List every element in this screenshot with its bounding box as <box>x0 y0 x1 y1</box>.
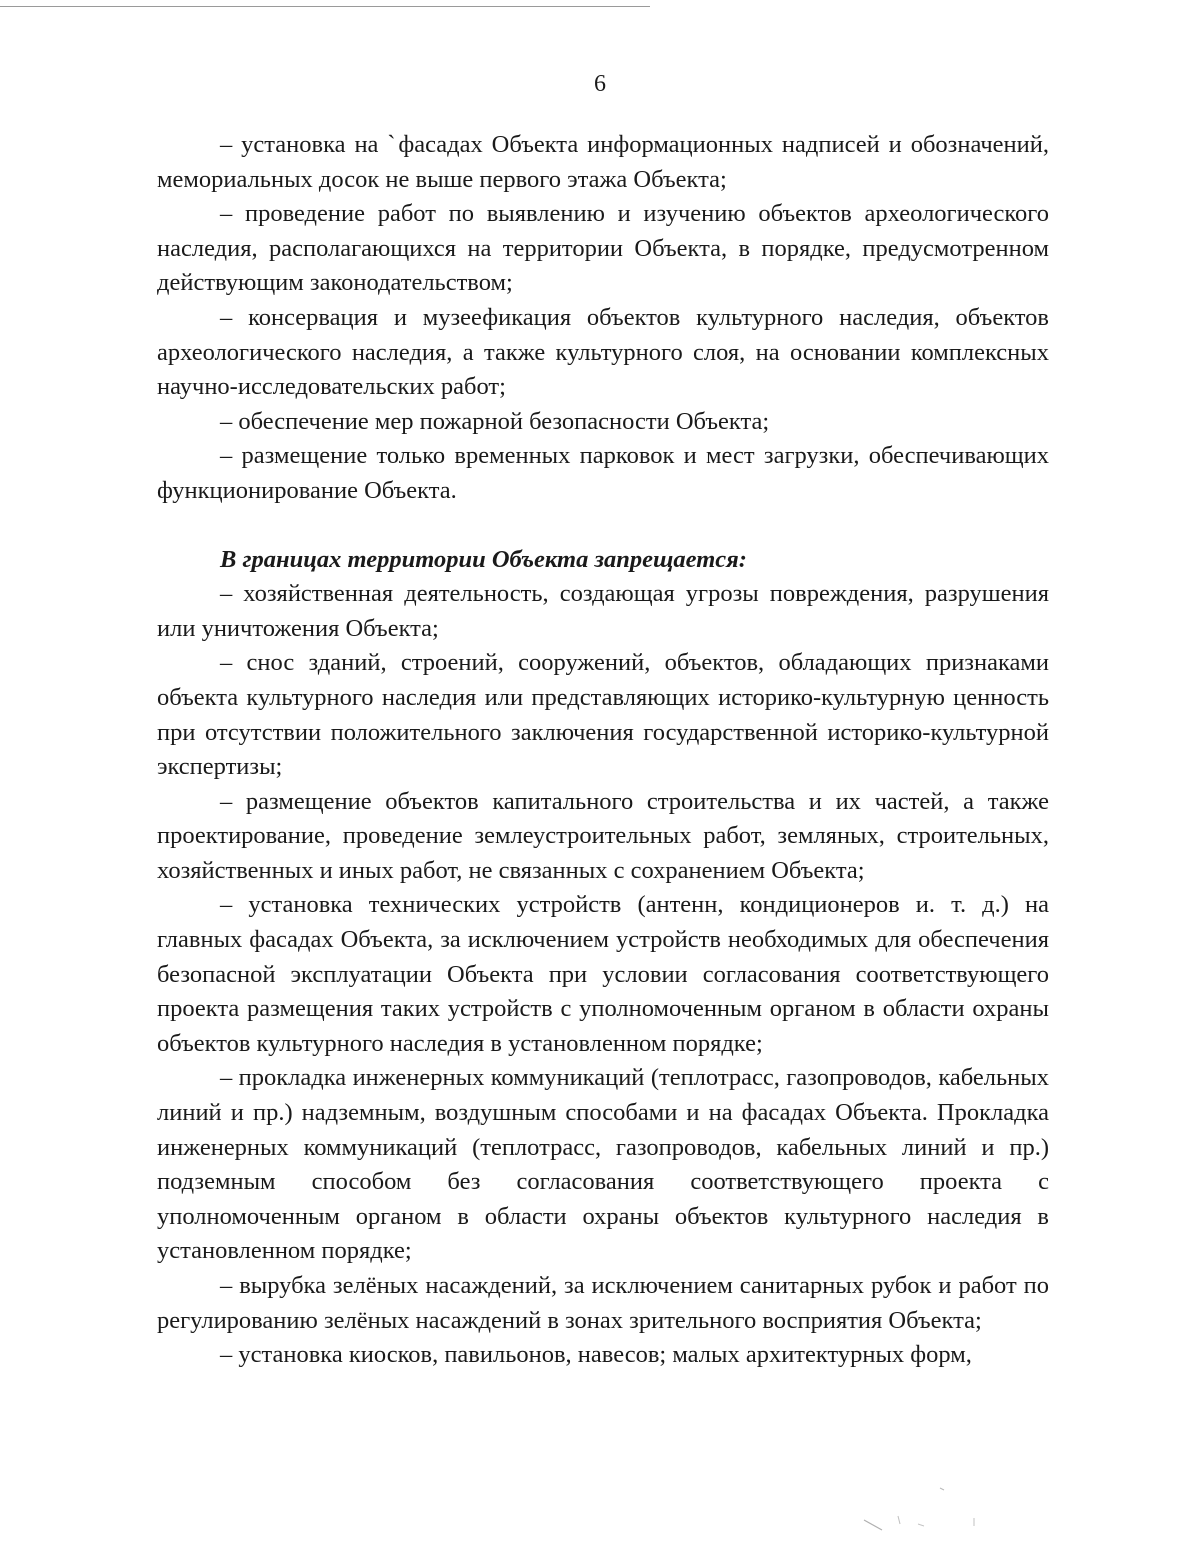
page-number: 6 <box>594 71 606 97</box>
allowed-item-4: – обеспечение мер пожарной безопасности Объекта; <box>220 407 770 435</box>
section-gap <box>157 509 1049 543</box>
prohibited-item-1: – хозяйственная деятельность, создающая угрозы повреждения, разрушения или уничтожения Объекта; <box>157 580 1049 642</box>
allowed-item-3: – консервация и музеефикация объектов культурного наследия, объектов археологического наследия, а также культурного слоя, на основании комплексных научно-исследовательских работ; <box>157 303 1049 401</box>
prohibited-item-2: – снос зданий, строений, сооружений, объектов, обладающих признаками объекта культурного наследия или представляющих историко-культурную ценность при отсутствии положительного заключения государственной историко-культурной экспертизы; <box>157 649 1049 781</box>
allowed-item-2: – проведение работ по выявлению и изучению объектов археологического наследия, располагающихся на территории Объекта, в порядке, предусмотренном действующим законодательством; <box>157 200 1049 297</box>
prohibited-item-7: – установка киосков, павильонов, навесов; малых архитектурных форм, <box>220 1341 972 1369</box>
prohibited-item-6: – вырубка зелёных насаждений, за исключением санитарных рубок и работ по регулированию зелёных насаждений в зонах зрительного восприятия Объекта; <box>157 1272 1049 1334</box>
prohibited-heading: В границах территории Объекта запрещается: <box>220 545 747 573</box>
prohibited-item-5: – прокладка инженерных коммуникаций (теплотрасс, газопроводов, кабельных линий и пр.) надземным, воздушным способами и на фасадах Объекта. Прокладка инженерных коммуникаций (теплотрасс, газопроводов, кабельных линий и пр.) подземным способом без согласования соответствующего проекта с уполномоченным органом в области охраны объектов культурного наследия в установленном порядке; <box>157 1064 1049 1265</box>
allowed-item-1: – установка на ˋфасадах Объекта информационных надписей и обозначений, мемориальных досок не выше первого этажа Объекта; <box>157 131 1049 193</box>
prohibited-item-4: – установка технических устройств (антенн, кондиционеров и. т. д.) на главных фасадах Объекта, за исключением устройств необходимых для обеспечения безопасной эксплуатации Объекта при условии согласования соответствующего проекта размещения таких устройств с уполномоченным органом в области охраны объектов культурного наследия в установленном порядке; <box>157 891 1049 1057</box>
document-body <box>157 128 1049 1373</box>
prohibited-item-3: – размещение объектов капитального строительства и их частей, а также проектирование, проведение землеустроительных работ, земляных, строительных, хозяйственных и иных работ, не связанных с сохранением Объекта; <box>157 787 1049 884</box>
scan-edge-line <box>0 6 650 7</box>
scan-specks <box>860 1480 990 1540</box>
allowed-item-5: – размещение только временных парковок и мест загрузки, обеспечивающих функционирование Объекта. <box>157 442 1049 504</box>
